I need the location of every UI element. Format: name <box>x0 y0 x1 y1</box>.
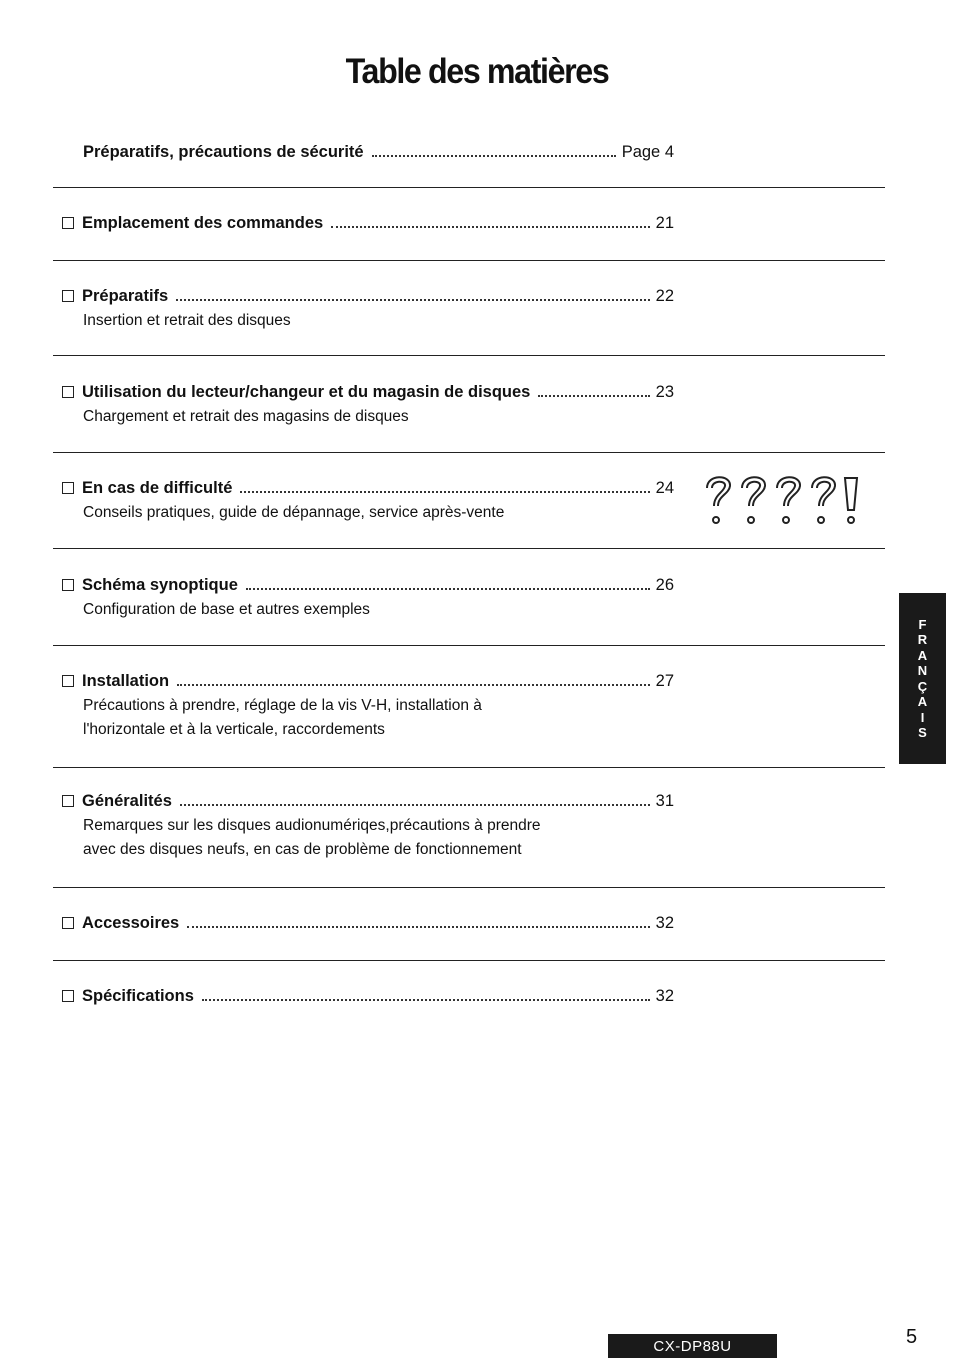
toc-title: Préparatifs, précautions de sécurité <box>83 143 364 161</box>
toc-page: 24 <box>655 479 674 497</box>
description-line: Conseils pratiques, guide de dépannage, service après-vente <box>83 504 505 521</box>
description-line: Insertion et retrait des disques <box>83 312 291 329</box>
divider <box>53 187 885 188</box>
toc-entry <box>62 213 674 233</box>
checkbox-icon <box>62 217 74 229</box>
toc-title: Installation <box>82 672 170 690</box>
toc-row <box>62 478 674 498</box>
toc-row <box>62 671 674 691</box>
toc-row <box>62 913 674 933</box>
tab-letter: A <box>917 694 928 709</box>
divider <box>53 452 885 453</box>
checkbox-icon <box>62 990 74 1002</box>
divider <box>53 548 885 549</box>
page-title: Table des matières <box>345 52 609 91</box>
toc-page: 32 <box>655 914 674 932</box>
page-number: 5 <box>906 1326 918 1348</box>
toc-entry <box>62 142 674 162</box>
description-line: Remarques sur les disques audionumériqes,précautions à prendre <box>83 817 541 834</box>
tab-letter: R <box>917 632 928 647</box>
toc-page: 23 <box>655 383 674 401</box>
divider <box>53 355 885 356</box>
toc-title: Accessoires <box>82 914 180 932</box>
divider <box>53 260 885 261</box>
language-tab <box>899 593 946 764</box>
toc-row <box>62 286 674 306</box>
dot-leader <box>202 999 650 1001</box>
question-marks-icon <box>704 470 864 530</box>
toc-page: Page 4 <box>621 143 674 161</box>
toc-page: 27 <box>655 672 674 690</box>
toc-description <box>83 814 674 862</box>
toc-title: Emplacement des commandes <box>82 214 324 232</box>
model-number-label: CX-DP88U <box>608 1334 777 1358</box>
toc-page: 22 <box>655 287 674 305</box>
toc-entry <box>62 913 674 933</box>
toc-title: Schéma synoptique <box>82 576 238 594</box>
toc-title: Préparatifs <box>82 287 169 305</box>
tab-letter: I <box>920 709 925 725</box>
tab-letter: Ç <box>917 678 928 694</box>
toc-title: Spécifications <box>82 987 194 1005</box>
toc-entry <box>62 382 674 429</box>
description-line: Chargement et retrait des magasins de disques <box>83 408 409 425</box>
toc-entry <box>62 575 674 622</box>
dot-leader <box>176 299 649 301</box>
toc-page: 26 <box>655 576 674 594</box>
toc-title: Généralités <box>82 792 172 810</box>
description-line: Précautions à prendre, réglage de la vis V-H, installation à <box>83 697 482 714</box>
checkbox-icon <box>62 795 74 807</box>
divider <box>53 767 885 768</box>
description-line: avec des disques neufs, en cas de problème de fonctionnement <box>83 841 522 858</box>
tab-letter: S <box>918 725 927 740</box>
checkbox-icon <box>62 579 74 591</box>
divider <box>53 887 885 888</box>
toc-entry <box>62 478 674 525</box>
dot-leader <box>240 491 649 493</box>
toc-row <box>62 213 674 233</box>
toc-description <box>83 501 674 525</box>
toc-page: 21 <box>655 214 674 232</box>
dot-leader <box>187 926 649 928</box>
toc-title: En cas de difficulté <box>82 479 233 497</box>
dot-leader <box>372 155 616 157</box>
dot-leader <box>538 395 649 397</box>
description-line: l'horizontale et à la verticale, raccordements <box>83 721 385 738</box>
divider <box>53 645 885 646</box>
toc-entry <box>62 671 674 742</box>
checkbox-icon <box>62 290 74 302</box>
description-line: Configuration de base et autres exemples <box>83 601 370 618</box>
toc-description <box>83 405 674 429</box>
toc-entry <box>62 986 674 1006</box>
toc-page: 32 <box>655 987 674 1005</box>
tab-letter: F <box>918 616 927 632</box>
toc-row <box>62 382 674 402</box>
tab-letter: N <box>917 663 928 678</box>
dot-leader <box>180 804 650 806</box>
toc-title: Utilisation du lecteur/changeur et du magasin de disques <box>82 383 531 401</box>
dot-leader <box>246 588 650 590</box>
toc-entry <box>62 286 674 333</box>
toc-page: 31 <box>655 792 674 810</box>
toc-description <box>83 309 674 333</box>
divider <box>53 960 885 961</box>
toc-entry <box>62 791 674 862</box>
dot-leader <box>331 226 649 228</box>
toc-row <box>62 575 674 595</box>
toc-row <box>62 142 674 162</box>
checkbox-icon <box>62 482 74 494</box>
tab-letter: A <box>917 647 928 663</box>
toc-description <box>83 598 674 622</box>
dot-leader <box>177 684 650 686</box>
checkbox-icon <box>62 917 74 929</box>
toc-row <box>62 986 674 1006</box>
checkbox-icon <box>62 386 74 398</box>
toc-description <box>83 694 674 742</box>
toc-row <box>62 791 674 811</box>
checkbox-icon <box>62 675 74 687</box>
